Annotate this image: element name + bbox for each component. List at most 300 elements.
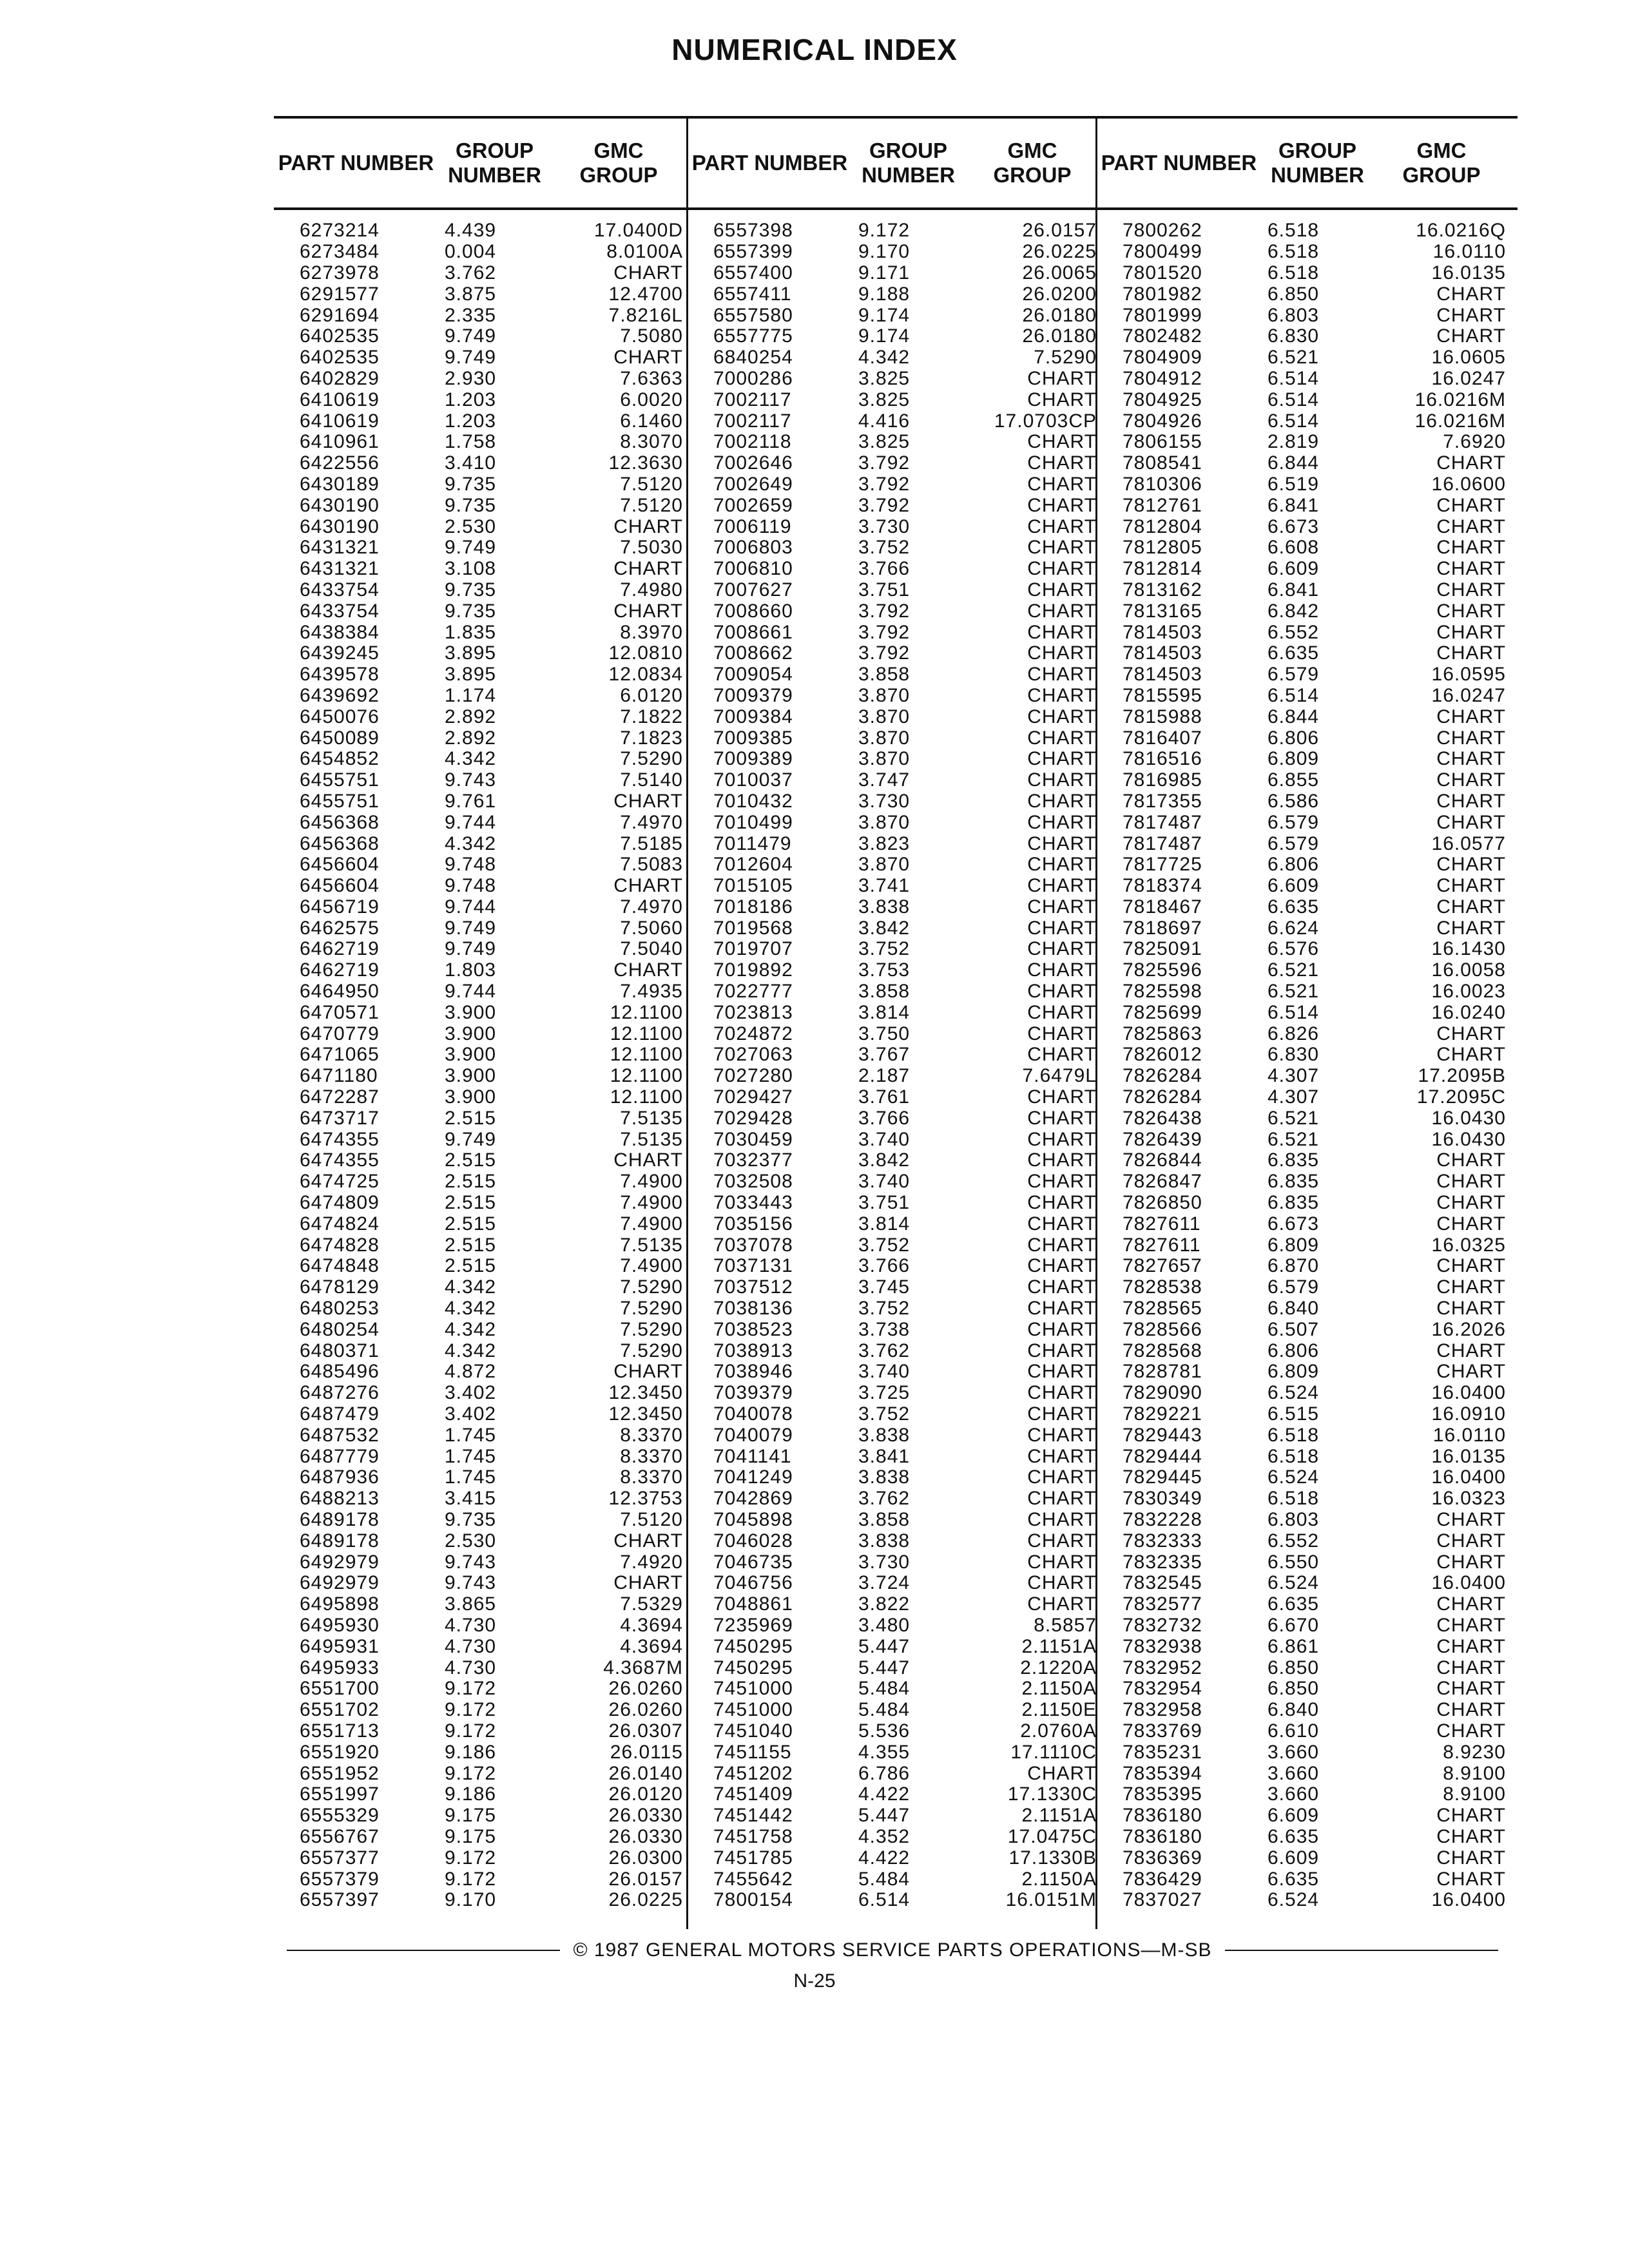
gmc-group-cell: CHART (1027, 1509, 1097, 1530)
gmc-group-cell: 26.0225 (608, 1889, 683, 1911)
group-number-cell: 3.825 (858, 389, 911, 410)
group-number-cell: 4.416 (858, 410, 911, 432)
group-number-cell: 6.635 (1268, 642, 1320, 664)
group-number-cell: 6.841 (1268, 579, 1320, 601)
table-row (1100, 1467, 1506, 1488)
group-number-cell: 3.792 (858, 600, 911, 622)
group-number-cell: 6.635 (1268, 896, 1320, 918)
gmc-group-cell: 12.3630 (608, 452, 683, 474)
group-number-cell: 9.174 (858, 325, 911, 347)
part-number-cell: 6487532 (300, 1424, 380, 1446)
part-number-cell: 6557400 (713, 262, 793, 284)
part-number-cell: 7024872 (713, 1023, 793, 1044)
part-number-cell: 7035156 (713, 1213, 793, 1235)
part-number-cell: 6551920 (300, 1741, 380, 1763)
gmc-group-cell: CHART (1027, 790, 1097, 812)
gmc-group-cell: CHART (1027, 1340, 1097, 1361)
table-row (277, 960, 683, 981)
group-number-cell: 3.752 (858, 1298, 911, 1320)
gmc-group-cell: 7.5135 (620, 1234, 683, 1256)
gmc-group-cell: CHART (1436, 1023, 1506, 1044)
table-row (277, 305, 683, 326)
part-number-cell: 7032377 (713, 1149, 793, 1171)
table-row (691, 939, 1097, 960)
part-number-cell: 7022777 (713, 981, 793, 1003)
gmc-group-cell: CHART (613, 262, 683, 284)
table-row (277, 1340, 683, 1361)
part-number-cell: 7800262 (1123, 220, 1202, 242)
group-number-cell: 6.518 (1268, 262, 1320, 284)
group-number-cell: 3.814 (858, 1001, 911, 1023)
part-number-cell: 7009054 (713, 664, 793, 686)
table-row (691, 770, 1097, 791)
table-row (1100, 1256, 1506, 1277)
table-row (1100, 559, 1506, 580)
table-row (691, 664, 1097, 686)
part-number-cell: 7029427 (713, 1086, 793, 1108)
group-number-cell: 6.524 (1268, 1466, 1320, 1488)
table-row (691, 601, 1097, 622)
group-number-cell: 6.844 (1268, 706, 1320, 727)
table-row (691, 326, 1097, 347)
part-number-cell: 6450089 (300, 727, 380, 749)
group-number-cell: 3.753 (858, 959, 911, 981)
gmc-group-cell: CHART (1436, 896, 1506, 918)
group-number-cell: 3.738 (858, 1318, 911, 1340)
table-row (691, 727, 1097, 749)
group-number-cell: 4.439 (445, 220, 497, 242)
group-number-cell: 3.402 (445, 1403, 497, 1425)
gmc-group-cell: CHART (1436, 1551, 1506, 1573)
part-number-cell: 6439578 (300, 664, 380, 686)
gmc-group-cell: CHART (1436, 1699, 1506, 1721)
part-number-cell: 7826438 (1123, 1107, 1202, 1129)
table-row (1100, 833, 1506, 854)
group-number-cell: 9.749 (445, 537, 497, 559)
group-number-cell: 5.536 (858, 1720, 911, 1742)
gmc-group-cell: CHART (1436, 1720, 1506, 1742)
table-row (277, 1193, 683, 1214)
group-number-cell: 3.842 (858, 1149, 911, 1171)
part-number-cell: 6438384 (300, 621, 380, 643)
part-number-cell: 7804925 (1123, 389, 1202, 410)
gmc-group-cell: CHART (613, 600, 683, 622)
group-number-cell: 6.609 (1268, 875, 1320, 897)
group-number-cell: 9.735 (445, 600, 497, 622)
part-number-cell: 7825699 (1123, 1001, 1202, 1023)
gmc-group-cell: CHART (1027, 1445, 1097, 1467)
table-row (1100, 1488, 1506, 1510)
part-number-cell: 6557377 (300, 1847, 380, 1869)
part-number-cell: 7826284 (1123, 1065, 1202, 1087)
table-row (277, 369, 683, 390)
gmc-group-cell: 7.5120 (620, 473, 683, 495)
table-row (1100, 1213, 1506, 1235)
group-number-cell: 6.518 (1268, 220, 1320, 242)
group-number-cell: 1.745 (445, 1445, 497, 1467)
part-number-cell: 7825091 (1123, 938, 1202, 960)
part-number-cell: 7812814 (1123, 558, 1202, 580)
table-row (277, 1087, 683, 1108)
gmc-group-cell: 2.1150E (1021, 1699, 1097, 1721)
part-number-cell: 7451040 (713, 1720, 793, 1742)
group-number-cell: 1.745 (445, 1424, 497, 1446)
part-number-cell: 7814503 (1123, 642, 1202, 664)
table-row (277, 1678, 683, 1700)
part-number-cell: 7002659 (713, 494, 793, 516)
part-number-cell: 6487779 (300, 1445, 380, 1467)
table-row (277, 643, 683, 664)
table-row (1100, 1763, 1506, 1784)
part-number-cell: 7816985 (1123, 769, 1202, 791)
gmc-group-cell: 8.3070 (620, 431, 683, 453)
table-row (691, 1615, 1097, 1637)
group-number-cell: 3.767 (858, 1044, 911, 1066)
gmc-group-cell: CHART (1436, 727, 1506, 749)
gmc-group-cell: CHART (1436, 452, 1506, 474)
group-number-cell: 2.515 (445, 1171, 497, 1193)
table-row (691, 1277, 1097, 1298)
group-number-cell: 6.809 (1268, 1361, 1320, 1383)
part-number-cell: 7816407 (1123, 727, 1202, 749)
gmc-group-cell: CHART (1027, 1762, 1097, 1784)
header-gmc-group: GMC GROUP (579, 139, 658, 187)
group-number-cell: 3.838 (858, 1466, 911, 1488)
part-number-cell: 7451000 (713, 1699, 793, 1721)
part-number-cell: 7010432 (713, 790, 793, 812)
table-row (1100, 326, 1506, 347)
part-number-cell: 7039379 (713, 1382, 793, 1404)
group-number-cell: 6.579 (1268, 1276, 1320, 1298)
group-number-cell: 9.744 (445, 811, 497, 833)
gmc-group-cell: 7.5290 (1034, 347, 1097, 369)
gmc-group-cell: 7.4900 (620, 1171, 683, 1193)
group-number-cell: 9.735 (445, 494, 497, 516)
group-number-cell: 6.844 (1268, 452, 1320, 474)
gmc-group-cell: CHART (1027, 769, 1097, 791)
gmc-group-cell: CHART (613, 515, 683, 537)
gmc-group-cell: 8.3370 (620, 1466, 683, 1488)
group-number-cell: 3.751 (858, 1192, 911, 1214)
group-number-cell: 6.514 (1268, 367, 1320, 389)
group-number-cell: 9.748 (445, 875, 497, 897)
group-number-cell: 4.872 (445, 1361, 497, 1383)
part-number-cell: 7826847 (1123, 1171, 1202, 1193)
gmc-group-cell: 26.0225 (1022, 241, 1097, 263)
group-number-cell: 1.174 (445, 684, 497, 706)
table-row (277, 601, 683, 622)
part-number-cell: 7033443 (713, 1192, 793, 1214)
gmc-group-cell: CHART (613, 1149, 683, 1171)
table-row (277, 749, 683, 770)
part-number-cell: 7810306 (1123, 473, 1202, 495)
table-row (277, 727, 683, 749)
group-number-cell: 3.900 (445, 1044, 497, 1066)
group-number-cell: 6.835 (1268, 1171, 1320, 1193)
table-row (277, 812, 683, 833)
table-row (1100, 263, 1506, 284)
footer (287, 1939, 1498, 1961)
table-row (691, 1361, 1097, 1383)
group-number-cell: 4.342 (445, 1298, 497, 1320)
part-number-cell: 7012604 (713, 854, 793, 876)
group-number-cell: 6.518 (1268, 1424, 1320, 1446)
part-number-cell: 7812805 (1123, 537, 1202, 559)
gmc-group-cell: 16.0595 (1431, 664, 1506, 686)
table-row (691, 389, 1097, 410)
part-number-cell: 7002649 (713, 473, 793, 495)
group-number-cell: 4.422 (858, 1847, 911, 1869)
part-number-cell: 6456604 (300, 854, 380, 876)
group-number-cell: 9.170 (445, 1889, 497, 1911)
group-number-cell: 3.660 (1268, 1741, 1320, 1763)
group-number-cell: 9.749 (445, 938, 497, 960)
group-number-cell: 3.730 (858, 515, 911, 537)
group-number-cell: 1.203 (445, 410, 497, 432)
group-number-cell: 4.342 (445, 832, 497, 854)
gmc-group-cell: 16.0135 (1431, 1445, 1506, 1467)
group-number-cell: 3.751 (858, 579, 911, 601)
group-number-cell: 4.342 (445, 748, 497, 770)
part-number-cell: 6431321 (300, 537, 380, 559)
table-row (691, 643, 1097, 664)
group-number-cell: 9.172 (858, 220, 911, 242)
part-number-cell: 7046028 (713, 1530, 793, 1552)
part-number-cell: 7832545 (1123, 1572, 1202, 1594)
table-row (1100, 812, 1506, 833)
part-number-cell: 6480254 (300, 1318, 380, 1340)
part-number-cell: 7009384 (713, 706, 793, 727)
group-number-cell: 6.826 (1268, 1023, 1320, 1044)
table-row (1100, 1277, 1506, 1298)
table-row (1100, 1636, 1506, 1657)
table-row (277, 1361, 683, 1383)
group-number-cell: 3.730 (858, 790, 911, 812)
table-row (277, 854, 683, 876)
part-number-cell: 6456604 (300, 875, 380, 897)
part-number-cell: 6474725 (300, 1171, 380, 1193)
part-number-cell: 7019707 (713, 938, 793, 960)
gmc-group-cell: CHART (1027, 811, 1097, 833)
part-number-cell: 7010037 (713, 769, 793, 791)
part-number-cell: 6489178 (300, 1509, 380, 1530)
table-row (277, 664, 683, 686)
part-number-cell: 6480253 (300, 1298, 380, 1320)
part-number-cell: 6557379 (300, 1868, 380, 1890)
group-number-cell: 3.900 (445, 1065, 497, 1087)
part-number-cell: 6462719 (300, 938, 380, 960)
part-number-cell: 7802482 (1123, 325, 1202, 347)
group-number-cell: 3.730 (858, 1551, 911, 1573)
part-number-cell: 7451758 (713, 1825, 793, 1847)
group-number-cell: 6.576 (1268, 938, 1320, 960)
part-number-cell: 7007627 (713, 579, 793, 601)
gmc-group-cell: 7.4900 (620, 1255, 683, 1277)
gmc-group-cell: 12.3450 (608, 1403, 683, 1425)
part-number-cell: 7826844 (1123, 1149, 1202, 1171)
gmc-group-cell: 4.3687M (603, 1657, 683, 1678)
page-number: N-25 (793, 1970, 836, 1992)
group-number-cell: 3.825 (858, 367, 911, 389)
part-number-cell: 7030459 (713, 1128, 793, 1150)
gmc-group-cell: CHART (613, 875, 683, 897)
table-row (277, 1467, 683, 1488)
gmc-group-cell: CHART (613, 1572, 683, 1594)
table-row (1100, 770, 1506, 791)
part-number-cell: 7829444 (1123, 1445, 1202, 1467)
group-number-cell: 6.515 (1268, 1403, 1320, 1425)
table-row (691, 1573, 1097, 1594)
gmc-group-cell: CHART (1436, 1361, 1506, 1383)
group-number-cell: 3.766 (858, 1255, 911, 1277)
part-number-cell: 7832938 (1123, 1635, 1202, 1657)
table-row (691, 369, 1097, 390)
part-number-cell: 7046735 (713, 1551, 793, 1573)
group-number-cell: 6.635 (1268, 1868, 1320, 1890)
table-row (691, 960, 1097, 981)
group-number-cell: 9.749 (445, 325, 497, 347)
group-number-cell: 3.725 (858, 1382, 911, 1404)
gmc-group-cell: 17.1330C (1007, 1783, 1097, 1805)
gmc-group-cell: CHART (1436, 600, 1506, 622)
part-number-cell: 7829221 (1123, 1403, 1202, 1425)
group-number-cell: 6.518 (1268, 1488, 1320, 1510)
group-number-cell: 6.830 (1268, 1044, 1320, 1066)
part-number-cell: 7006810 (713, 558, 793, 580)
table-row (277, 1235, 683, 1256)
table-row (691, 981, 1097, 1003)
group-number-cell: 4.352 (858, 1825, 911, 1847)
gmc-group-cell: CHART (1027, 1466, 1097, 1488)
gmc-group-cell: CHART (1436, 1593, 1506, 1615)
gmc-group-cell: 12.3753 (608, 1488, 683, 1510)
table-row (1100, 1805, 1506, 1827)
group-number-cell: 6.809 (1268, 748, 1320, 770)
table-row (691, 284, 1097, 305)
part-number-cell: 6487936 (300, 1466, 380, 1488)
table-row (691, 706, 1097, 727)
part-number-cell: 7008661 (713, 621, 793, 643)
table-row (691, 876, 1097, 897)
table-row (1100, 220, 1506, 242)
part-number-cell: 7800154 (713, 1889, 793, 1911)
table-row (691, 559, 1097, 580)
part-number-cell: 7804912 (1123, 367, 1202, 389)
part-number-cell: 6422556 (300, 452, 380, 474)
gmc-group-cell: 2.1150A (1021, 1868, 1097, 1890)
table-row (277, 559, 683, 580)
header-gmc-group: GMC GROUP (993, 139, 1072, 187)
table-row (277, 242, 683, 263)
group-number-cell: 6.524 (1268, 1382, 1320, 1404)
part-number-cell: 6402535 (300, 325, 380, 347)
group-number-cell: 6.514 (1268, 684, 1320, 706)
gmc-group-cell: CHART (1027, 896, 1097, 918)
gmc-group-cell: CHART (613, 1530, 683, 1552)
part-number-cell: 7825863 (1123, 1023, 1202, 1044)
group-number-cell: 9.744 (445, 896, 497, 918)
table-row (691, 432, 1097, 453)
group-number-cell: 9.748 (445, 854, 497, 876)
gmc-group-cell: CHART (1027, 621, 1097, 643)
table-row (277, 1446, 683, 1467)
group-number-cell: 5.484 (858, 1699, 911, 1721)
table-row (277, 220, 683, 242)
gmc-group-cell: CHART (1436, 1614, 1506, 1636)
part-number-cell: 7027280 (713, 1065, 793, 1087)
part-number-cell: 6433754 (300, 600, 380, 622)
gmc-group-cell: CHART (1027, 684, 1097, 706)
table-row (691, 1383, 1097, 1404)
group-number-cell: 6.635 (1268, 1593, 1320, 1615)
part-number-cell: 6273214 (300, 220, 380, 242)
group-number-cell: 6.803 (1268, 1509, 1320, 1530)
part-number-cell: 7832732 (1123, 1614, 1202, 1636)
group-number-cell: 6.835 (1268, 1192, 1320, 1214)
part-number-cell: 7009385 (713, 727, 793, 749)
table-row (277, 1552, 683, 1573)
gmc-group-cell: 17.0475C (1007, 1825, 1097, 1847)
footer-rule-right (1225, 1950, 1498, 1951)
gmc-group-cell: 8.9100 (1443, 1762, 1506, 1784)
table-row (277, 453, 683, 474)
part-number-cell: 7812804 (1123, 515, 1202, 537)
group-number-cell: 6.514 (858, 1889, 911, 1911)
gmc-group-cell: 26.0157 (1022, 220, 1097, 242)
gmc-group-cell: CHART (1027, 1572, 1097, 1594)
part-number-cell: 7038523 (713, 1318, 793, 1340)
table-row (691, 1847, 1097, 1869)
group-number-cell: 3.822 (858, 1593, 911, 1615)
table-row (1100, 854, 1506, 876)
group-number-cell: 6.610 (1268, 1720, 1320, 1742)
group-number-cell: 9.749 (445, 347, 497, 369)
part-number-cell: 7451000 (713, 1678, 793, 1700)
index-panel-2 (691, 119, 1097, 1911)
part-number-cell: 7048861 (713, 1593, 793, 1615)
header-part-number: PART NUMBER (1101, 151, 1257, 175)
gmc-group-cell: 17.0400D (593, 220, 683, 242)
gmc-group-cell: CHART (1027, 1044, 1097, 1066)
table-row (1100, 1129, 1506, 1150)
group-number-cell: 9.735 (445, 579, 497, 601)
group-number-cell: 3.762 (858, 1340, 911, 1361)
gmc-group-cell: 7.6479L (1022, 1065, 1097, 1087)
table-row (1100, 1657, 1506, 1678)
table-row (277, 1763, 683, 1784)
part-number-cell: 7828568 (1123, 1340, 1202, 1361)
table-row (1100, 369, 1506, 390)
part-number-cell: 6439692 (300, 684, 380, 706)
gmc-group-cell: 17.2095C (1416, 1086, 1506, 1108)
part-number-cell: 6551997 (300, 1783, 380, 1805)
gmc-group-cell: 7.4900 (620, 1192, 683, 1214)
gmc-group-cell: CHART (1027, 600, 1097, 622)
group-number-cell: 9.735 (445, 1509, 497, 1530)
table-row (1100, 981, 1506, 1003)
gmc-group-cell: 7.5329 (620, 1593, 683, 1615)
group-number-cell: 9.186 (445, 1783, 497, 1805)
group-number-cell: 2.515 (445, 1149, 497, 1171)
group-number-cell: 9.744 (445, 981, 497, 1003)
part-number-cell: 7813165 (1123, 600, 1202, 622)
part-number-cell: 6456719 (300, 896, 380, 918)
table-row (277, 326, 683, 347)
table-row (1100, 1087, 1506, 1108)
gmc-group-cell: 2.0760A (1020, 1720, 1097, 1742)
gmc-group-cell: 7.5135 (620, 1128, 683, 1150)
group-number-cell: 6.609 (1268, 1805, 1320, 1827)
